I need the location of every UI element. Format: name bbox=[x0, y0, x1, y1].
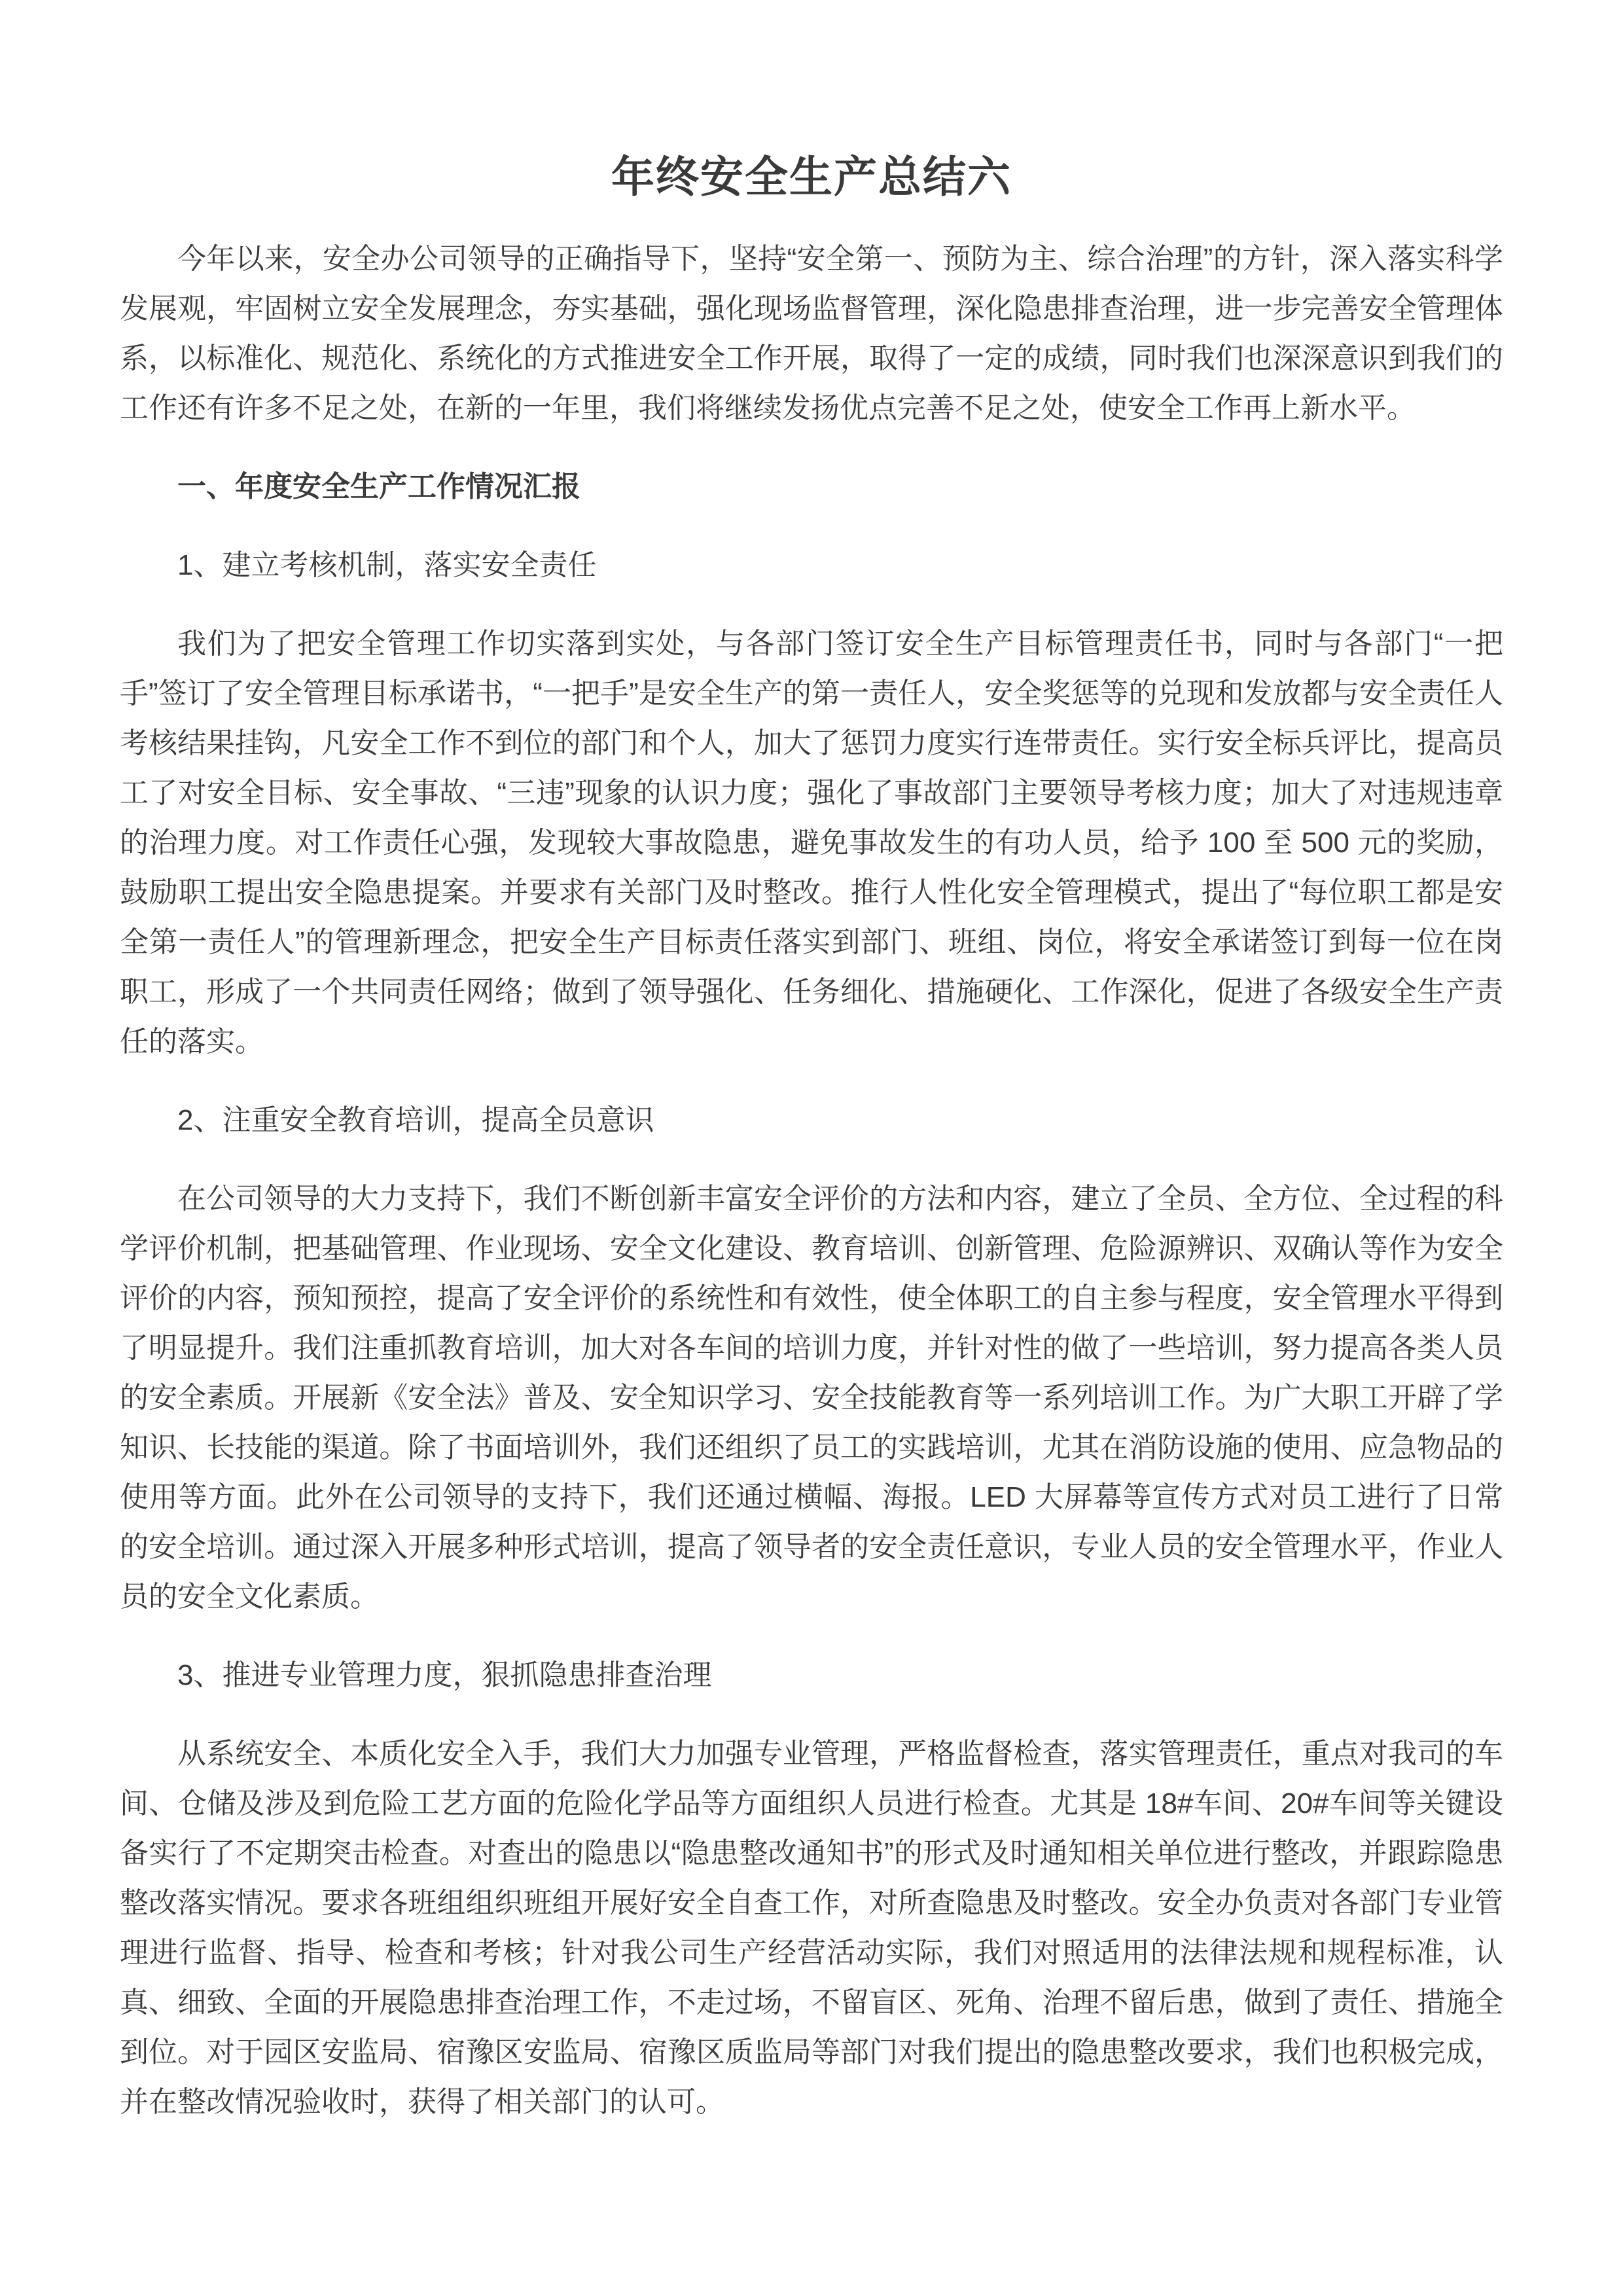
document-body bbox=[120, 234, 1503, 2127]
subsection-heading: 3、推进专业管理力度，狠抓隐患排查治理 bbox=[177, 1659, 712, 1691]
body-paragraph: 从系统安全、本质化安全入手，我们大力加强专业管理，严格监督检查，落实管理责任，重点对我司的车间、仓储及涉及到危险工艺方面的危险化学品等方面组织人员进行检查。尤其是 18#车间、20#车间等关键设备实行了不定期突击检查。对查出的隐患以“隐患整改通知书”的形式及时通知相关单位进行整改，并跟踪隐患整改落实情况。要求各班组组织班组开展好安全自查工作，对所查隐患及时整改。安全办负责对各部门专业管理进行监督、指导、检查和考核；针对我公司生产经营活动实际，我们对照适用的法律法规和规程标准，认真、细致、全面的开展隐患排查治理工作，不走过场，不留盲区、死角、治理不留后患，做到了责任、措施全到位。对于园区安监局、宿豫区安监局、宿豫区质监局等部门对我们提出的隐患整改要求，我们也积极完成，并在整改情况验收时，获得了相关部门的认可。 bbox=[120, 1738, 1503, 2118]
body-paragraph: 今年以来，安全办公司领导的正确指导下，坚持“安全第一、预防为主、综合治理”的方针，深入落实科学发展观，牢固树立安全发展理念，夯实基础，强化现场监督管理，深化隐患排查治理，进一步完善安全管理体系，以标准化、规范化、系统化的方式推进安全工作开展，取得了一定的成绩，同时我们也深深意识到我们的工作还有许多不足之处，在新的一年里，我们将继续发扬优点完善不足之处，使安全工作再上新水平。 bbox=[120, 243, 1503, 424]
section-heading: 一、年度安全生产工作情况汇报 bbox=[177, 471, 580, 503]
document-title: 年终安全生产总结六 bbox=[611, 152, 1012, 201]
subsection-heading: 2、注重安全教育培训，提高全员意识 bbox=[177, 1104, 654, 1136]
body-paragraph: 在公司领导的大力支持下，我们不断创新丰富安全评价的方法和内容，建立了全员、全方位、全过程的科学评价机制，把基础管理、作业现场、安全文化建设、教育培训、创新管理、危险源辨识、双确认等作为安全评价的内容，预知预控，提高了安全评价的系统性和有效性，使全体职工的自主参与程度，安全管理水平得到了明显提升。我们注重抓教育培训，加大对各车间的培训力度，并针对性的做了一些培训，努力提高各类人员的安全素质。开展新《安全法》普及、安全知识学习、安全技能教育等一系列培训工作。为广大职工开辟了学知识、长技能的渠道。除了书面培训外，我们还组织了员工的实践培训，尤其在消防设施的使用、应急物品的使用等方面。此外在公司领导的支持下，我们还通过横幅、海报。LED 大屏幕等宣传方式对员工进行了日常的安全培训。通过深入开展多种形式培训，提高了领导者的安全责任意识，专业人员的安全管理水平，作业人员的安全文化素质。 bbox=[120, 1183, 1503, 1613]
body-paragraph: 我们为了把安全管理工作切实落到实处，与各部门签订安全生产目标管理责任书，同时与各部门“一把手”签订了安全管理目标承诺书，“一把手”是安全生产的第一责任人，安全奖惩等的兑现和发放都与安全责任人考核结果挂钩，凡安全工作不到位的部门和个人，加大了惩罚力度实行连带责任。实行安全标兵评比，提高员工了对安全目标、安全事故、“三违”现象的认识力度；强化了事故部门主要领导考核力度；加大了对违规违章的治理力度。对工作责任心强，发现较大事故隐患，避免事故发生的有功人员，给予 100 至 500 元的奖励，鼓励职工提出安全隐患提案。并要求有关部门及时整改。推行人性化安全管理模式，提出了“每位职工都是安全第一责任人”的管理新理念，把安全生产目标责任落实到部门、班组、岗位，将安全承诺签订到每一位在岗职工，形成了一个共同责任网络；做到了领导强化、任务细化、措施硬化、工作深化，促进了各级安全生产责任的落实。 bbox=[120, 628, 1503, 1058]
subsection-heading: 1、建立考核机制，落实安全责任 bbox=[177, 549, 597, 581]
